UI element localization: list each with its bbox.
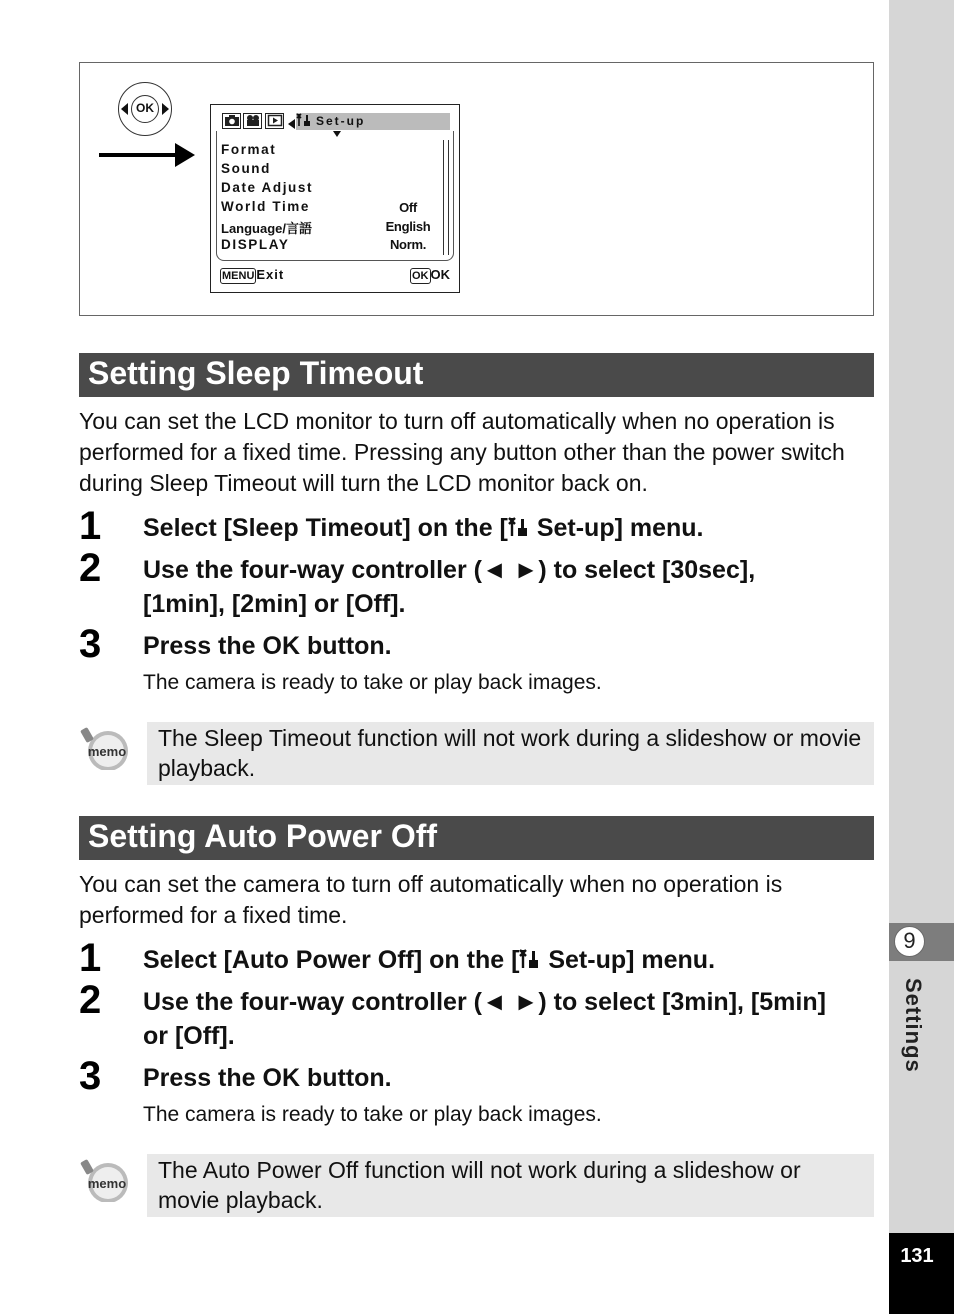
ok-button-icon: OK: [131, 95, 159, 123]
lcd-value-display: Norm.: [389, 237, 427, 252]
ok-key-icon: OK: [412, 270, 429, 282]
right-arrow-icon: [162, 103, 169, 115]
lcd-value-language: English: [385, 219, 431, 234]
section-header-auto-power-off: [79, 816, 874, 860]
step-number: 3: [79, 622, 102, 666]
step-text: Use the four-way controller (◄ ►) to select [3min], [5min] or [Off].: [143, 988, 826, 1050]
menu-key-icon: MENU: [222, 270, 255, 282]
lcd-value-world-time: Off: [399, 200, 417, 215]
svg-text:memo: memo: [87, 1176, 127, 1191]
chapter-label: Settings: [901, 978, 926, 1073]
step-text-pre: Select [Sleep Timeout] on the [: [143, 514, 508, 542]
wrench-tab-icon: [296, 113, 316, 127]
svg-text:memo: memo: [87, 744, 127, 759]
step-text-post: Set-up] menu.: [529, 514, 704, 542]
lcd-item-world-time: World Time: [221, 199, 311, 214]
page-number: 131: [900, 1245, 934, 1267]
step-number: 2: [79, 546, 102, 590]
memo-icon: [80, 726, 130, 770]
step-text-post: Set-up] menu.: [541, 946, 716, 974]
left-arrow-icon: [121, 103, 128, 115]
memo-icon: [80, 1158, 130, 1202]
lcd-footer-ok: [410, 267, 450, 284]
step-result: The camera is ready to take or play back images.: [143, 671, 602, 694]
lcd-item-display: DISPLAY: [221, 237, 290, 252]
section-intro: You can set the camera to turn off automatically when no operation is performed for a fixed time.: [79, 871, 783, 928]
step-number: 1: [79, 936, 102, 980]
lcd-footer-exit: [220, 267, 284, 284]
lcd-title-text: Set-up: [316, 114, 366, 128]
step-text-pre: Select [Auto Power Off] on the [: [143, 946, 520, 974]
wrench-icon: [519, 948, 541, 970]
section-title: Setting Sleep Timeout: [88, 355, 424, 391]
menu-figure: [79, 62, 874, 316]
lcd-item-sound: Sound: [221, 161, 271, 176]
section-intro: You can set the LCD monitor to turn off automatically when no operation is performed for a fixed time. Pressing any button other than the power switch during Sleep Timeout will turn the LCD monitor back on.: [79, 408, 845, 496]
pointer-arrow-icon: [99, 153, 177, 157]
step-text: [143, 943, 843, 977]
memo-note: The Auto Power Off function will not work during a slideshow or movie playback.: [147, 1154, 874, 1217]
lcd-setup-title: [296, 113, 450, 130]
section-title: Setting Auto Power Off: [88, 818, 438, 854]
lcd-item-date-adjust: Date Adjust: [221, 180, 314, 195]
chapter-side-strip: [889, 0, 954, 1314]
step-text: Use the four-way controller (◄ ►) to select [30sec], [1min], [2min] or [Off].: [143, 556, 756, 618]
movie-tab-icon: [243, 113, 262, 129]
step-text: [143, 511, 843, 545]
playback-tab-icon: [265, 113, 284, 129]
lcd-item-language: Language/言語: [221, 221, 313, 236]
lcd-footer-ok-label: OK: [430, 267, 450, 282]
camera-tab-icon: [222, 113, 241, 129]
step-result: The camera is ready to take or play back images.: [143, 1103, 602, 1126]
step-text: Press the OK button.: [143, 1064, 392, 1092]
step-number: 1: [79, 504, 102, 548]
chapter-number: 9: [894, 926, 925, 957]
lcd-footer-exit-label: Exit: [256, 267, 285, 282]
wrench-icon: [508, 516, 530, 538]
lcd-item-format: Format: [221, 142, 277, 157]
section-header-sleep-timeout: [79, 353, 874, 397]
step-text: Press the OK button.: [143, 632, 392, 660]
memo-note: The Sleep Timeout function will not work during a slideshow or movie playback.: [147, 722, 874, 785]
pointer-arrowhead-icon: [175, 143, 195, 167]
step-number: 3: [79, 1054, 102, 1098]
step-number: 2: [79, 978, 102, 1022]
